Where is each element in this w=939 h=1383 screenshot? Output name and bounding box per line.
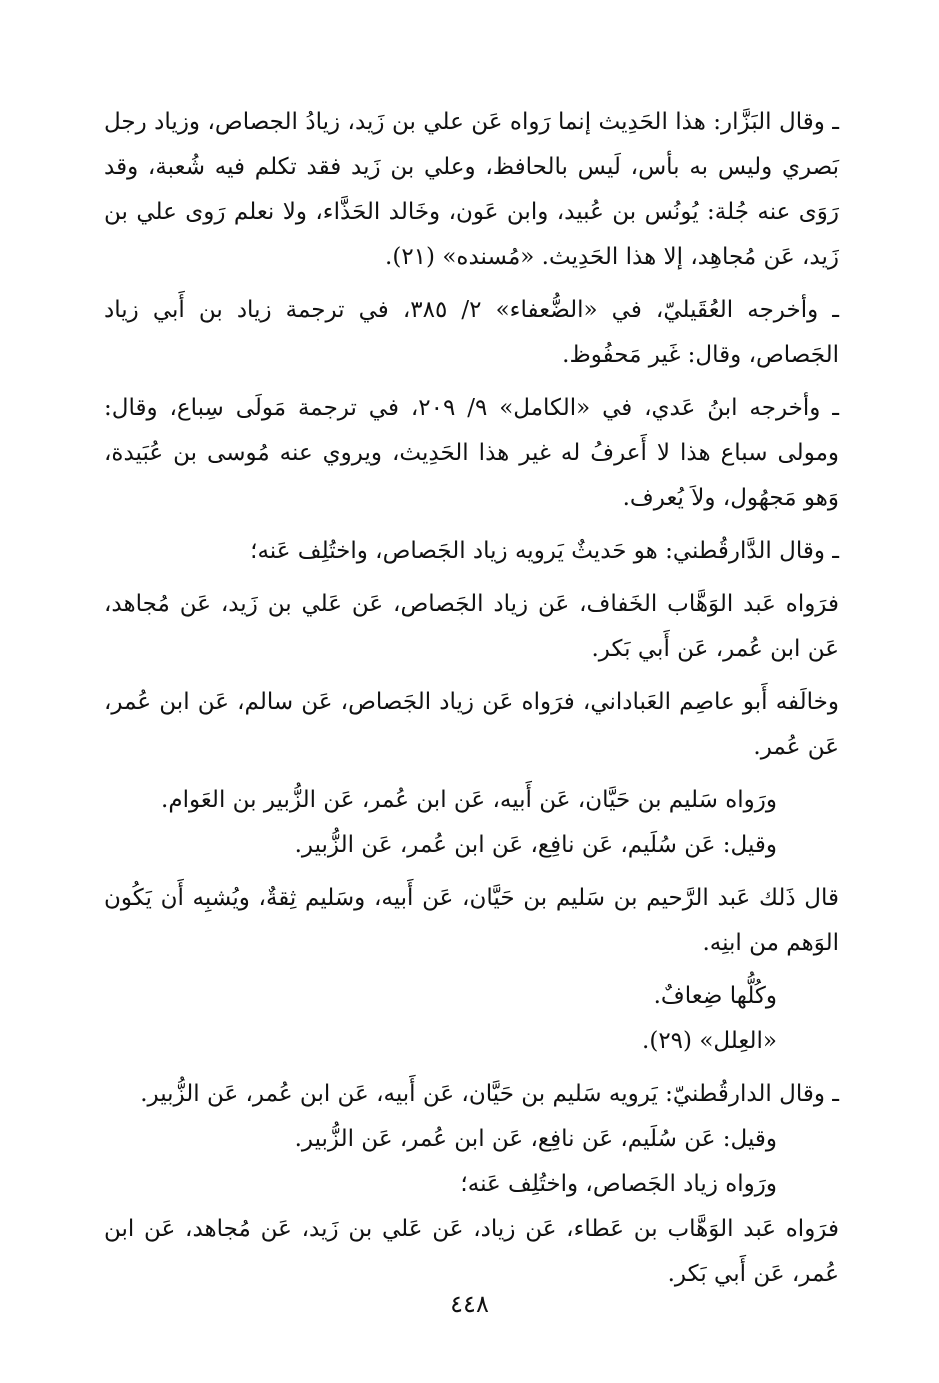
- page-number: ٤٤٨: [450, 1290, 489, 1318]
- page-body: [104, 100, 839, 1305]
- paragraph: ـ وقال الدارقُطنيّ: يَرويه سَليم بن حَيَّان، عَن أَبيه، عَن ابن عُمر، عَن الزُّبير.: [140, 1081, 839, 1107]
- paragraph: وخالَفه أَبو عاصِم العَباداني، فرَواه عَن زياد الجَصاص، عَن سالم، عَن ابن عُمر، عَن عُمر.: [104, 689, 839, 760]
- paragraph: وكُلُّها ضِعافٌ.: [653, 983, 777, 1009]
- paragraph: ورَواه زياد الجَصاص، واختُلِف عَنه؛: [460, 1171, 777, 1197]
- paragraph: ـ وأخرجه ابنُ عَدي، في «الكامل» ٩/ ٢٠٩، في ترجمة مَولَى سِباع، وقال: ومولى سباع هذا لا أَعرفُ له غير هذا الحَدِيث، ويروي عنه مُوسى بن عُبَيدة، وَهو مَجهُول، ولاَ يُعرف.: [104, 395, 839, 511]
- paragraph: ـ وقال الدَّارقُطني: هو حَديثٌ يَرويه زياد الجَصاص، واختُلِف عَنه؛: [250, 538, 839, 564]
- paragraph: قال ذَلك عَبد الرَّحيم بن سَليم بن حَيَّان، عَن أَبيه، وسَليم ثِقةٌ، ويُشبِه أَن يَكُون الوَهم من ابنِه.: [104, 885, 839, 956]
- paragraph: ـ وأخرجه العُقَيليّ، في «الضُّعفاء» ٢/ ٣٨٥، في ترجمة زياد بن أَبي زياد الجَصاص، وقال: غَير مَحفُوظ.: [104, 297, 839, 368]
- paragraph: فرَواه عَبد الوَهَّاب بن عَطاء، عَن زياد، عَن عَلي بن زَيد، عَن مُجاهد، عَن ابن عُمر، عَن أَبي بَكر.: [104, 1216, 839, 1287]
- paragraph: وقيل: عَن سُلَيم، عَن نافِع، عَن ابن عُمر، عَن الزُّبير.: [294, 1126, 777, 1152]
- paragraph: وقيل: عَن سُلَيم، عَن نافِع، عَن ابن عُمر، عَن الزُّبير.: [294, 832, 777, 858]
- paragraph: فرَواه عَبد الوَهَّاب الخَفاف، عَن زياد الجَصاص، عَن عَلي بن زَيد، عَن مُجاهد، عَن ابن عُمر، عَن أَبي بَكر.: [104, 591, 839, 662]
- paragraph: ـ وقال البَزَّار: هذا الحَدِيث إنما رَواه عَن علي بن زَيد، زيادُ الجصاص، وزياد رجل بَصري وليس به بأس، لَيس بالحافظ، وعلي بن زَيد فقد تكلم فيه شُعبة، وقد رَوَى عنه جُلة: يُونُس بن عُبيد، وابن عَون، وخَالد الحَذَّاء، ولا نعلم رَوى علي بن زَيد، عَن مُجاهِد، إلا هذا الحَدِيث. «مُسنده» (٢١).: [104, 109, 839, 270]
- paragraph: ورَواه سَليم بن حَيَّان، عَن أَبيه، عَن ابن عُمر، عَن الزُّبير بن العَوام.: [161, 787, 777, 813]
- citation: «العِلل» (٢٩).: [642, 1028, 777, 1054]
